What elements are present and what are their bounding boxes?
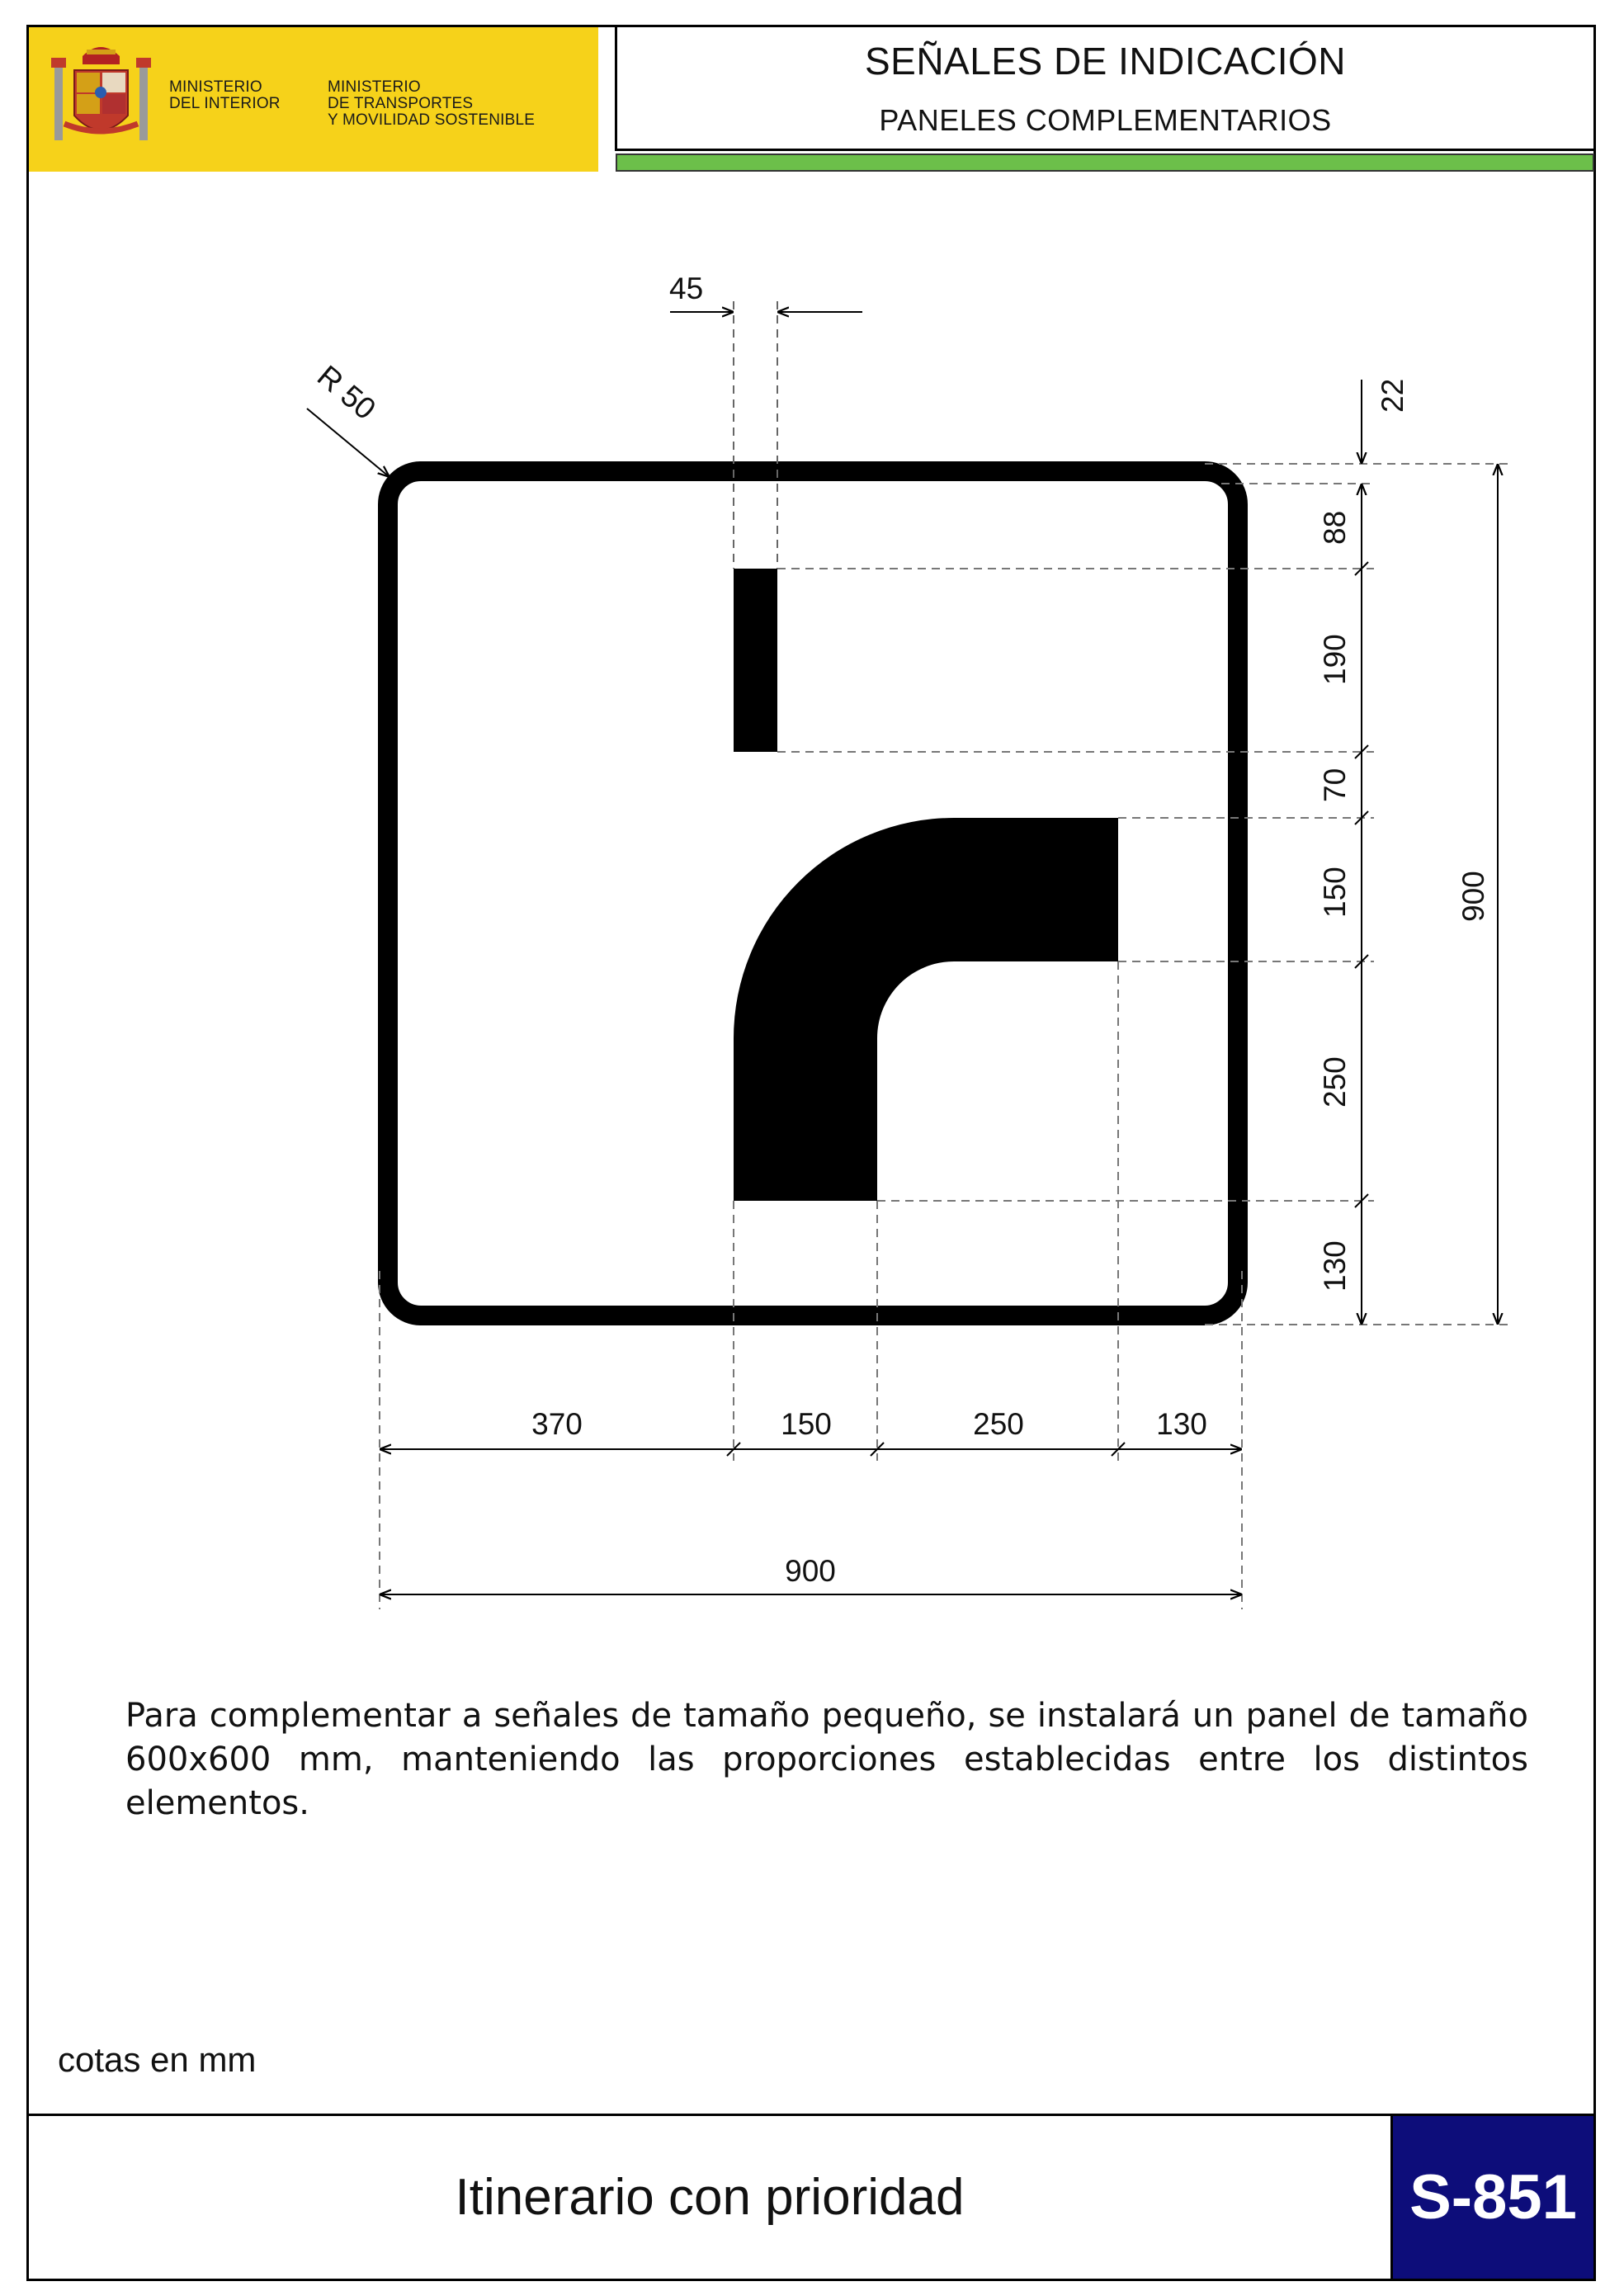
dim-bottom-370: 370 xyxy=(531,1407,583,1441)
dim-bottom-150: 150 xyxy=(781,1407,832,1441)
description-paragraph: Para complementar a señales de tamaño pequeño, se instalará un panel de tamaño 600x600 mm, manteniendo las proporciones establecidas entre los distintos elementos. xyxy=(125,1697,1528,1822)
dim-bottom-130: 130 xyxy=(1156,1407,1207,1441)
dim-bottom-total: 900 xyxy=(785,1554,836,1588)
dim-bottom-250: 250 xyxy=(973,1407,1024,1441)
sign-bar-symbol xyxy=(734,569,777,752)
dim-right-190: 190 xyxy=(1318,634,1352,685)
document-title: SEÑALES DE INDICACIÓN xyxy=(864,40,1347,83)
dim-right-88: 88 xyxy=(1318,510,1352,545)
dim-right-130: 130 xyxy=(1318,1240,1352,1292)
dim-right-250: 250 xyxy=(1318,1056,1352,1108)
units-note: cotas en mm xyxy=(58,2040,257,2079)
dim-right-70: 70 xyxy=(1318,768,1352,802)
ministry-interior-label: MINISTERIO DEL INTERIOR xyxy=(169,78,281,112)
dim-right-22: 22 xyxy=(1376,378,1409,413)
dim-right-total: 900 xyxy=(1456,871,1490,922)
radius-label: R 50 xyxy=(310,358,383,427)
sign-name: Itinerario con prioridad xyxy=(455,2169,965,2226)
sign-code-badge: S-851 xyxy=(1390,2116,1593,2279)
document-subtitle: PANELES COMPLEMENTARIOS xyxy=(879,103,1332,137)
ministry-transport-label: MINISTERIO DE TRANSPORTES Y MOVILIDAD SOSTENIBLE xyxy=(328,78,536,129)
dim-top-gap: 45 xyxy=(669,272,704,305)
dim-right-150: 150 xyxy=(1318,867,1352,918)
